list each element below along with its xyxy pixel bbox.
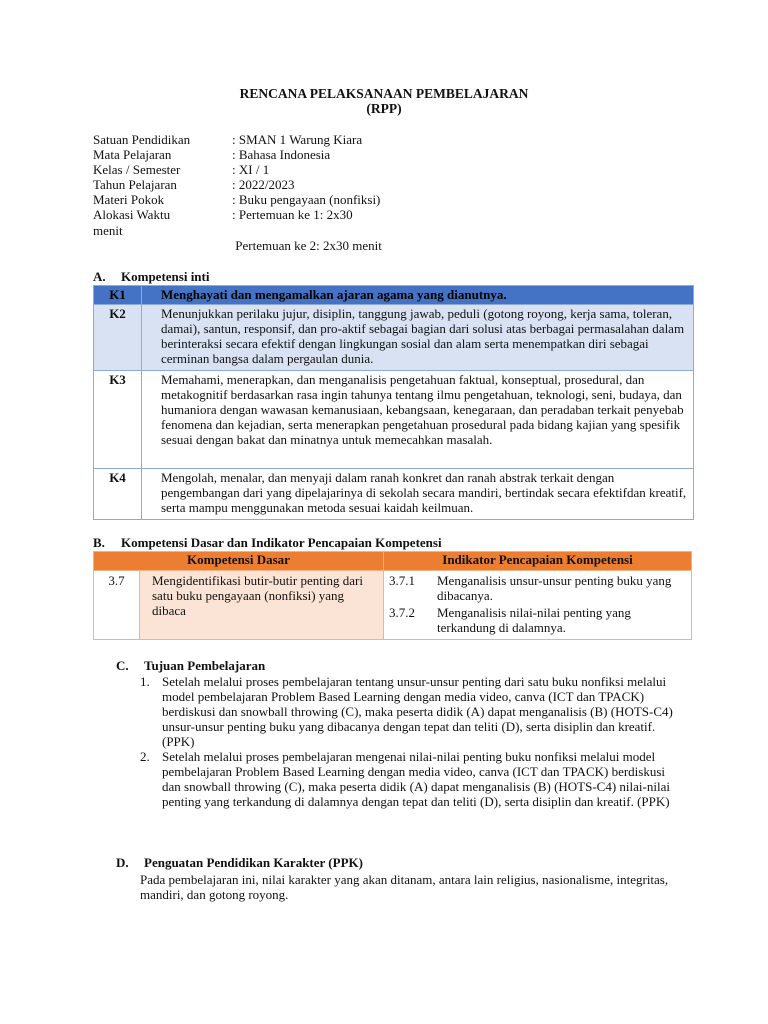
identity-label: Satuan Pendidikan [93,132,191,147]
identity-row [93,207,693,222]
identity-row [93,132,693,147]
identity-row [93,162,693,177]
ki-text: Mengolah, menalar, dan menyaji dalam ranah konkret dan ranah abstrak terkait dengan pengembangan dari yang dipelajarinya di sekolah secara mandiri, bertindak secara efektifdan kreatif, serta mampu menggunakan metoda sesuai kaidah keilmuan. [142,469,694,520]
column-header-ipk: Indikator Pencapaian Kompetensi [384,552,692,571]
ki-text: Menunjukkan perilaku jujur, disiplin, tanggung jawab, peduli (gotong royong, kerja sama, toleran, damai), santun, responsif, dan pro-aktif sebagai bagian dari solusi atas berbagai permasalahan dalam berinteraksi secara efektif dengan lingkungan sosial dan alam serta menempatkan diri sebagai cerminan bangsa dalam pergaulan dunia. [142,305,694,371]
section-number: B. [93,535,105,550]
list-text: Setelah melalui proses pembelajaran tentang unsur-unsur penting dari satu buku nonfiksi melalui model pembelajaran Problem Based Learning dengan media video, canva (ICT dan TPACK) berdiskusi dan snowball throwing (C), maka peserta didik (A) dapat menganalisis (B) (HOTS-C4) unsur-unsur penting buku yang dibacanya dengan tepat dan teliti (D), serta disiplin dan kreatif. (PPK) [162,674,673,749]
ipk-text: Menganalisis nilai-nilai penting yang terkandung di dalamnya. [437,605,631,635]
table-row [94,469,694,520]
ipk-number: 3.7.2 [389,605,415,620]
ipk-number: 3.7.1 [389,573,415,588]
ki-code: K3 [94,371,142,469]
section-number: A. [93,269,106,284]
identity-row [93,177,693,192]
identity-value: : SMAN 1 Warung Kiara [232,132,363,147]
list-item [140,749,675,809]
identity-label: Kelas / Semester [93,162,181,177]
ki-code: K4 [94,469,142,520]
list-item [389,605,687,635]
ipk-text: Menganalisis unsur-unsur penting buku yang dibacanya. [437,573,672,603]
column-header-kd: Kompetensi Dasar [94,552,384,571]
identity-label: Materi Pokok [93,192,165,207]
section-title: Tujuan Pembelajaran [144,658,266,673]
table-header-row [94,552,692,571]
section-b-heading [93,535,442,550]
identity-row [93,238,693,253]
section-title: Kompetensi Dasar dan Indikator Pencapaian Kompetensi [121,535,442,550]
document-title: RENCANA PELAKSANAAN PEMBELAJARAN [239,86,529,101]
document-subtitle: (RPP) [366,101,402,116]
table-row [94,371,694,469]
section-a-heading [93,269,209,284]
identity-label: menit [93,223,123,238]
ki-text: Memahami, menerapkan, dan menganalisis pengetahuan faktual, konseptual, prosedural, dan metakognitif berdasarkan rasa ingin tahunya tentang ilmu pengetahuan, teknologi, seni, budaya, dan humaniora dengan wawasan kemanusiaan, kebangsaan, kenegaraan, dan peradaban terkait penyebab fenomena dan kejadian, serta menerapkan pengetahuan prosedural pada bidang kajian yang spesifik sesuai dengan bakat dan minatnya untuk memecahkan masalah. [142,371,694,469]
list-number: 1. [140,674,150,689]
section-number: C. [116,658,129,673]
table-row [94,286,694,305]
list-text: Setelah melalui proses pembelajaran mengenai nilai-nilai penting buku nonfiksi melalui model pembelajaran Problem Based Learning dengan media video, canva (ICT dan TPACK) berdiskusi dan snowball throwing (C), maka peserta didik (A) dapat menganalisis (B) (HOTS-C4) nilai-nilai penting yang terkandung di dalamnya dengan tepat dan teliti (D), serta disiplin dan kreatif. (PPK) [162,749,670,809]
list-number: 2. [140,749,150,764]
identity-row [93,223,693,238]
table-row [94,305,694,371]
identity-value: : XI / 1 [232,162,270,177]
ki-text: Menghayati dan mengamalkan ajaran agama yang dianutnya. [142,286,694,305]
ki-code: K1 [94,286,142,305]
identity-label: Tahun Pelajaran [93,177,177,192]
tujuan-list [140,674,675,809]
section-d-heading [116,855,363,870]
identity-value: : Pertemuan ke 1: 2x30 [232,207,353,222]
ki-code: K2 [94,305,142,371]
section-c-heading [116,658,265,673]
kd-text: Mengidentifikasi butir-butir penting dari satu buku pengayaan (nonfiksi) yang dibaca [140,571,384,640]
kompetensi-inti-table [93,285,694,520]
list-item [140,674,675,749]
identity-label: Mata Pelajaran [93,147,172,162]
kd-number: 3.7 [94,571,140,640]
kompetensi-dasar-table [93,551,692,640]
identity-label: Alokasi Waktu [93,207,171,222]
table-row [94,571,692,640]
identity-row [93,147,693,162]
identity-value: : 2022/2023 [232,177,295,192]
identity-value: Pertemuan ke 2: 2x30 menit [232,238,382,253]
ppk-paragraph: Pada pembelajaran ini, nilai karakter yang akan ditanam, antara lain religius, nasionalisme, integritas, mandiri, dan gotong royong. [140,872,669,902]
identity-value: : Bahasa Indonesia [232,147,331,162]
identity-row [93,192,693,207]
section-title: Penguatan Pendidikan Karakter (PPK) [144,855,363,870]
identity-value: : Buku pengayaan (nonfiksi) [232,192,381,207]
section-title: Kompetensi inti [121,269,210,284]
section-number: D. [116,855,129,870]
ipk-cell [384,571,692,640]
list-item [389,573,687,603]
